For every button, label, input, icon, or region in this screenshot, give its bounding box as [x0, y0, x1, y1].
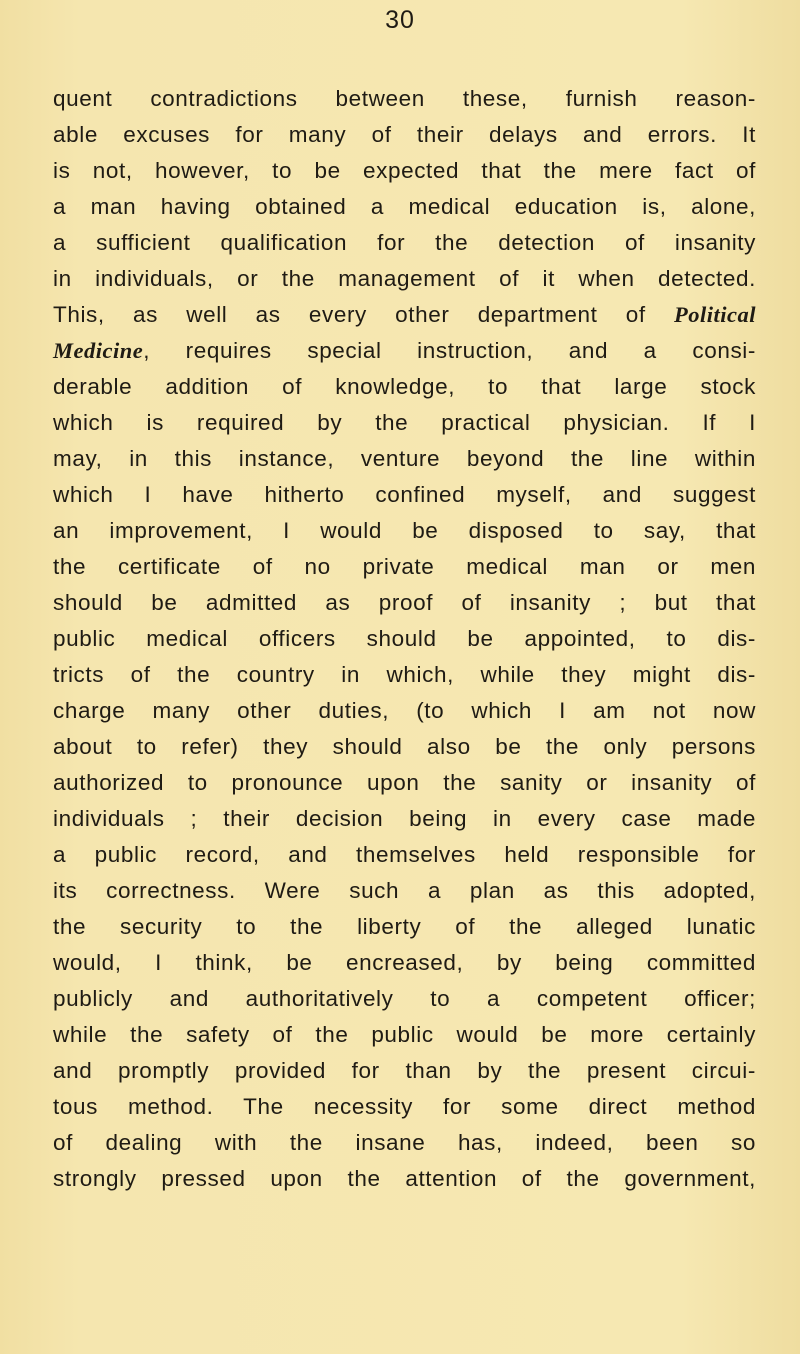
text-line: an improvement, I would be disposed to say, that [53, 518, 756, 543]
text-segment: , requires special instruction, and a consi- [143, 338, 756, 363]
text-line: derable addition of knowledge, to that large stock [53, 374, 756, 399]
text-line: strongly pressed upon the attention of the government, [53, 1166, 756, 1191]
text-segment: This, as well as every other department of [53, 302, 646, 327]
text-line: and promptly provided for than by the present circui- [53, 1058, 756, 1083]
text-line: charge many other duties, (to which I am not now [53, 698, 756, 723]
text-line: the security to the liberty of the alleged lunatic [53, 914, 756, 939]
text-line: a sufficient qualification for the detection of insanity [53, 230, 756, 255]
text-line: a public record, and themselves held responsible for [53, 842, 756, 867]
text-line: tricts of the country in which, while they might dis- [53, 662, 756, 687]
text-line: authorized to pronounce upon the sanity or insanity of [53, 770, 756, 795]
text-line: may, in this instance, venture beyond the line within [53, 446, 756, 471]
text-line: would, I think, be encreased, by being committed [53, 950, 756, 975]
text-line: public medical officers should be appointed, to dis- [53, 626, 756, 651]
text-line: in individuals, or the management of it when detected. [53, 266, 756, 291]
text-line: its correctness. Were such a plan as this adopted, [53, 878, 756, 903]
text-line: individuals ; their decision being in every case made [53, 806, 756, 831]
page-number: 30 [385, 6, 415, 34]
text-line: quent contradictions between these, furnish reason- [53, 86, 756, 111]
italic-term: Medicine [53, 338, 144, 363]
text-line: publicly and authoritatively to a competent officer; [53, 986, 756, 1011]
text-line [53, 336, 756, 366]
text-line: the certificate of no private medical man or men [53, 554, 756, 579]
text-line: able excuses for many of their delays and errors. It [53, 122, 756, 147]
text-line: a man having obtained a medical education is, alone, [53, 194, 756, 219]
text-line: which I have hitherto confined myself, and suggest [53, 482, 756, 507]
text-line: while the safety of the public would be more certainly [53, 1022, 756, 1047]
text-line [53, 300, 756, 330]
text-line: which is required by the practical physician. If I [53, 410, 756, 435]
text-line: should be admitted as proof of insanity ; but that [53, 590, 756, 615]
text-line: about to refer) they should also be the only persons [53, 734, 756, 759]
italic-term: Political [674, 302, 756, 327]
text-line: is not, however, to be expected that the mere fact of [53, 158, 756, 183]
text-line: tous method. The necessity for some direct method [53, 1094, 756, 1119]
text-line: of dealing with the insane has, indeed, been so [53, 1130, 756, 1155]
